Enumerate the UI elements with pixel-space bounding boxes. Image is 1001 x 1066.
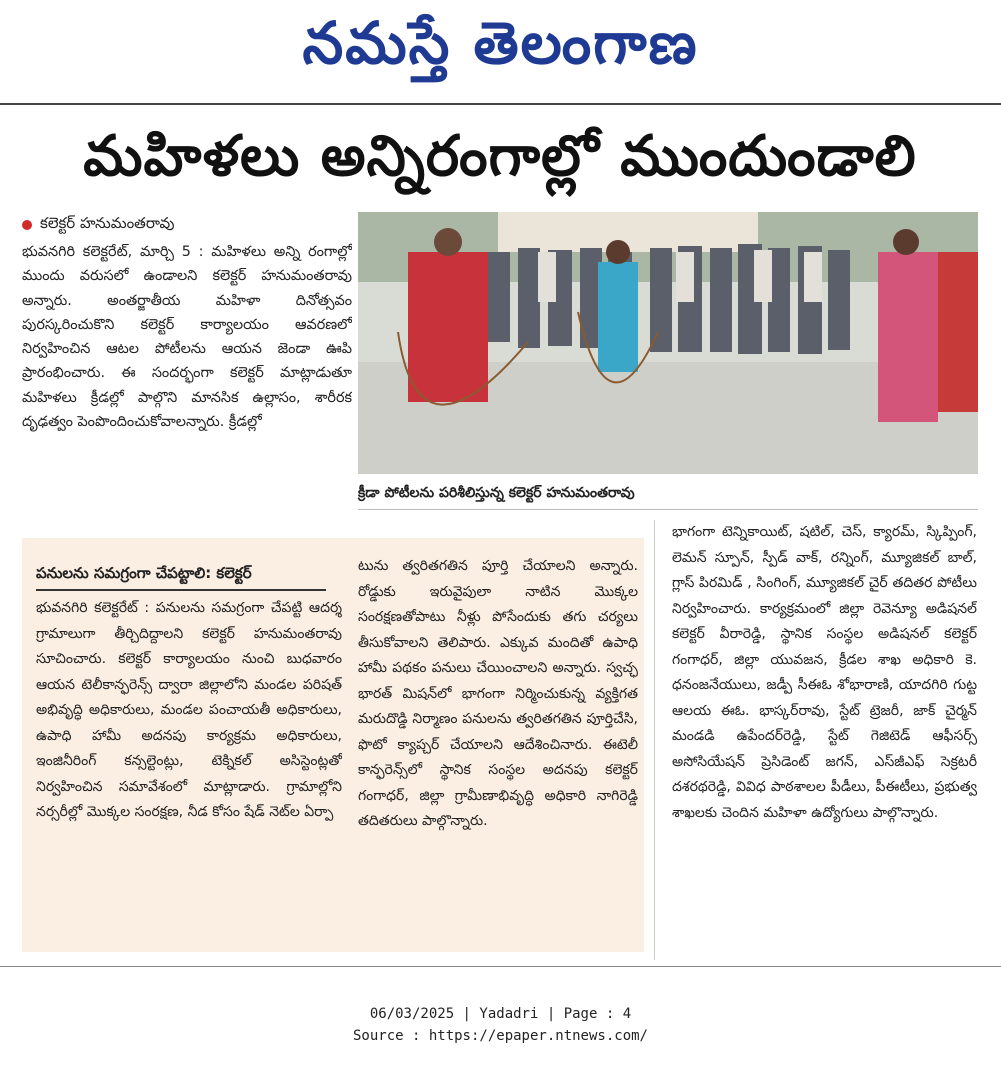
page-bottom-divider bbox=[0, 966, 1001, 967]
lead-paragraph: భువనగిరి కలెక్టరేట్, మార్చి 5 : మహిళలు అన్ని రంగాల్లో ముందు వరుసలో ఉండాలని కలెక్టర్ హనుమంతరావు అన్నారు. అంతర్జాతీయ మహిళా దినోత్సవం పురస్కరించుకొని కలెక్టర్ కార్యాలయం ఆవరణలో నిర్వహించిన ఆటల పోటీలను ఆయన జెండా ఊపి ప్రారంభించారు. ఈ సందర్భంగా కలెక్టర్ మాట్లాడుతూ మహిళలు క్రీడల్లో పాల్గొని మానసిక ఉల్లాసం, శారీరక దృఢత్వం పెంపొందించుకోవాలన్నారు. క్రీడల్లో bbox=[22, 244, 352, 431]
boxed-story-column-2: టును త్వరితగతిన పూర్తి చేయాలని అన్నారు. రోడ్డుకు ఇరువైపులా నాటిన మొక్కల సంరక్షణతోపాటు నీళ్లు పోసేందుకు తగు చర్యలు తీసుకోవాలని తెలిపారు. ఎక్కువ మందితో ఉపాధి హామీ పథకం పనులు చేయించాలని అన్నారు. స్వచ్ఛ భారత్ మిషన్‌లో భాగంగా నిర్మించుకున్న వ్యక్తిగత మరుదొడ్డి నిర్మాణం పనులను త్వరితగతిన పూర్తిచేసి, ఫొటో క్యాప్చర్ చేయాలని ఆదేశించినారు. ఈటెలీ కాన్ఫరెన్స్‌లో స్థానిక సంస్థల అదనపు కలెక్టర్ గంగాధర్, జిల్లా గ్రామీణాభివృద్ధి అధికారి నాగిరెడ్డి తదితరులు పాల్గొన్నారు. bbox=[358, 558, 638, 829]
photo-caption: క్రీడా పోటీలను పరిశీలిస్తున్న కలెక్టర్ హనుమంతరావు bbox=[358, 479, 978, 510]
byline-text: కలెక్టర్ హనుమంతరావు bbox=[40, 214, 175, 232]
footer-source-link[interactable]: Source : https://epaper.ntnews.com/ bbox=[352, 1028, 648, 1044]
red-bullet-icon bbox=[22, 220, 32, 230]
article-photo bbox=[358, 212, 978, 474]
footer-date-edition-page: 06/03/2025 | Yadadri | Page : 4 bbox=[369, 1006, 632, 1022]
boxed-story-heading: పనులను సమగ్రంగా చేపట్టాలి: కలెక్టర్ bbox=[36, 564, 326, 591]
masthead-logo: నమస్తే తెలంగాణ bbox=[302, 8, 699, 77]
masthead-divider bbox=[0, 103, 1001, 105]
masthead bbox=[0, 0, 1001, 100]
continuation-column: భాగంగా టెన్నికాయిట్, షటిల్, చెస్, క్యారమ్, స్కిప్పింగ్, లెమన్ స్పూన్, స్పీడ్ వాక్, రన్నింగ్, మ్యూజికల్ బాల్, గ్లాస్ పిరమిడ్ , సింగింగ్, మ్యూజికల్ చైర్ తదితర పోటీలు నిర్వహించారు. కార్యక్రమంలో జిల్లా రెవెన్యూ అడిషనల్ కలెక్టర్ వీరారెడ్డి, స్థానిక సంస్థల అడిషనల్ కలెక్టర్ గంగాధర్, జిల్లా యువజన, క్రీడల శాఖ అధికారి కె. ధనంజనేయులు, జడ్పీ సీఈఓ శోభారాణి, యాదగిరి గుట్ట ఆలయ ఈఓ. భాస్కర్‌రావు, స్టేట్ ట్రెజరీ, జాక్ చైర్మన్ మండడి ఉపేందర్‌రెడ్డి, స్టేట్ గెజిటెడ్ ఆఫీసర్స్ అసోసియేషన్ ప్రెసిడెంట్ జగన్, ఎస్‌జీఎఫ్ సెక్రటరీ దశరథరెడ్డి, వివిధ పాఠశాలల పీడీలు, పీఈటీలు, ప్రభుత్వ శాఖలకు చెందిన మహిళా ఉద్యోగులు పాల్గొన్నారు. bbox=[672, 524, 977, 821]
footer bbox=[0, 1003, 1001, 1047]
boxed-story-column-1: భువనగిరి కలెక్టరేట్ : పనులను సమగ్రంగా చేపట్టి ఆదర్శ గ్రామాలుగా తీర్చిదిద్దాలని కలెక్టర్ హనుమంతరావు సూచించారు. కలెక్టర్ కార్యాలయం నుంచి బుధవారం ఆయన టెలీకాన్ఫరెన్స్ ద్వారా జిల్లాలోని మండల పరిషత్ అభివృద్ధి అధికారులు, మండల పంచాయతీ అధికారులు, ఉపాధి హామీ అదనపు కార్యక్రమ అధికారులు, ఇంజినీరింగ్ కన్సల్టెంట్లు, టెక్నికల్ అసిస్టెంట్లతో నిర్వహించిన సమావేశంలో మాట్లాడారు. గ్రామాల్లోని నర్సరీల్లో మొక్కల సంరక్షణ, నీడ కోసం షేడ్ నెట్‌ల ఏర్పా bbox=[36, 600, 342, 820]
byline bbox=[22, 214, 352, 236]
article-headline: మహిళలు అన్నిరంగాల్లో ముందుండాలి bbox=[83, 124, 917, 189]
column-divider bbox=[654, 520, 655, 960]
boxed-story bbox=[22, 538, 644, 952]
